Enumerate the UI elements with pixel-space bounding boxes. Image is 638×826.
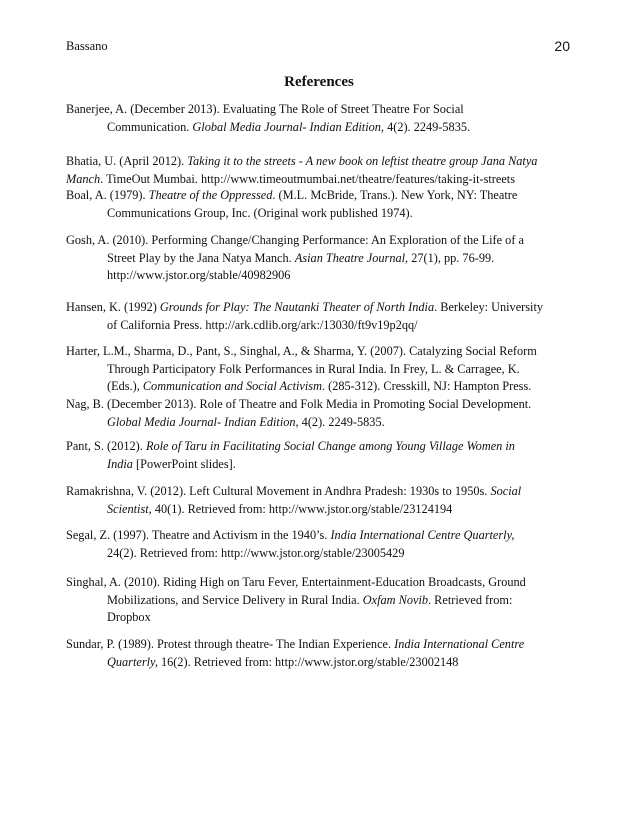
reference-italic-text: Oxfam Novib	[362, 592, 429, 607]
reference-text: Bhatia, U. (April 2012).	[66, 154, 188, 168]
reference-entry	[66, 101, 566, 136]
reference-text: Boal, A. (1979).	[66, 188, 149, 202]
reference-text: . Retrieved from:	[428, 592, 513, 607]
reference-italic-text: Asian Theatre Journal	[294, 250, 406, 265]
running-header-author: Bassano	[66, 39, 108, 53]
reference-text: Communication.	[107, 119, 193, 134]
reference-text: , 4(2). 2249-5835.	[380, 119, 471, 134]
reference-entry	[66, 574, 566, 627]
reference-text: . (M.L. McBride, Trans.). New York, NY: Theatre	[272, 188, 518, 202]
reference-italic-text: India International Centre	[394, 637, 525, 651]
reference-italic-text: Social	[490, 484, 522, 498]
reference-text: Ramakrishna, V. (2012). Left Cultural Movement in Andhra Pradesh: 1930s to 1950s.	[66, 484, 491, 498]
reference-text: . (285-312). Cresskill, NJ: Hampton Press.	[321, 379, 532, 393]
reference-entry	[66, 636, 566, 671]
reference-line	[66, 299, 566, 317]
reference-italic-text: Communication and Social Activism	[142, 379, 322, 393]
reference-line	[66, 317, 566, 335]
reference-text: 40(1). Retrieved from: http://www.jstor.org/stable/23124194	[151, 501, 453, 516]
reference-line	[66, 456, 566, 474]
reference-text: Singhal, A. (2010). Riding High on Taru Fever, Entertainment-Education Broadcasts, Ground	[66, 575, 526, 589]
reference-line	[66, 501, 566, 519]
reference-line	[66, 592, 566, 610]
reference-italic-text: Grounds for Play: The Nautanki Theater of North India	[159, 300, 435, 314]
reference-text: 24(2). Retrieved from: http://www.jstor.org/stable/23005429	[107, 545, 405, 560]
reference-line	[66, 378, 566, 396]
reference-line	[66, 654, 566, 672]
reference-text: Harter, L.M., Sharma, D., Pant, S., Singhal, A., & Sharma, Y. (2007). Catalyzing Social Reform	[66, 344, 537, 358]
reference-line	[66, 187, 566, 205]
reference-line	[66, 527, 566, 545]
reference-italic-text: Scientist,	[107, 501, 152, 516]
reference-line	[66, 343, 566, 361]
reference-line	[66, 609, 566, 627]
reference-line	[66, 119, 566, 137]
reference-italic-text: Manch	[66, 171, 101, 186]
reference-text: Pant, S. (2012).	[66, 439, 146, 453]
reference-italic-text: Taking it to the streets - A new book on leftist theatre group Jana Natya	[187, 154, 538, 168]
reference-italic-text: India International Centre Quarterly,	[330, 528, 515, 542]
references-heading: References	[284, 74, 354, 90]
reference-text: Gosh, A. (2010). Performing Change/Changing Performance: An Exploration of the Life of a	[66, 233, 524, 247]
reference-entry	[66, 187, 566, 222]
reference-text: Banerjee, A. (December 2013). Evaluating The Role of Street Theatre For Social	[66, 102, 464, 116]
reference-text: , 4(2). 2249-5835.	[295, 414, 385, 429]
reference-text: http://www.jstor.org/stable/40982906	[107, 268, 291, 282]
reference-line	[66, 361, 566, 379]
reference-line	[66, 250, 566, 268]
reference-entry	[66, 396, 566, 431]
reference-text: Mobilizations, and Service Delivery in Rural India.	[107, 592, 363, 607]
reference-text: Dropbox	[107, 610, 151, 624]
reference-line	[66, 396, 566, 414]
reference-entry	[66, 527, 566, 562]
reference-entry	[66, 299, 566, 334]
reference-text: . TimeOut Mumbai. http://www.timeoutmumbai.net/theatre/features/taking-it-streets	[100, 171, 515, 186]
reference-entry	[66, 483, 566, 518]
reference-italic-text: Role of Taru in Facilitating Social Change among Young Village Women in	[145, 439, 515, 453]
reference-line	[66, 438, 566, 456]
reference-text: Hansen, K. (1992)	[66, 300, 160, 314]
reference-italic-text: India	[107, 456, 133, 471]
reference-line	[66, 574, 566, 592]
reference-line	[66, 636, 566, 654]
reference-text: [PowerPoint slides].	[132, 456, 236, 471]
reference-entry	[66, 153, 566, 188]
reference-text: Through Participatory Folk Performances in Rural India. In Frey, L. & Carragee, K.	[107, 361, 520, 376]
reference-line	[66, 232, 566, 250]
reference-line	[66, 267, 566, 285]
page-number: 20	[554, 38, 570, 54]
reference-entry	[66, 343, 566, 396]
reference-text: Communications Group, Inc. (Original work published 1974).	[107, 205, 413, 220]
reference-italic-text: Global Media Journal- Indian Edition	[192, 119, 381, 134]
reference-italic-text: Theatre of the Oppressed	[148, 188, 273, 202]
reference-line	[66, 171, 566, 189]
reference-text: , 27(1), pp. 76-99.	[405, 250, 495, 265]
reference-line	[66, 101, 566, 119]
reference-text: of California Press. http://ark.cdlib.org/ark:/13030/ft9v19p2qq/	[107, 317, 418, 332]
reference-italic-text: Global Media Journal- Indian Edition	[107, 414, 296, 429]
reference-text: (Eds.),	[107, 379, 143, 393]
reference-italic-text: Quarterly,	[107, 654, 158, 669]
reference-line	[66, 205, 566, 223]
reference-text: 16(2). Retrieved from: http://www.jstor.org/stable/23002148	[157, 654, 459, 669]
reference-line	[66, 483, 566, 501]
reference-text: . Berkeley: University	[434, 300, 544, 314]
reference-entry	[66, 232, 566, 285]
reference-line	[66, 545, 566, 563]
reference-text: Street Play by the Jana Natya Manch.	[107, 250, 295, 265]
reference-line	[66, 153, 566, 171]
reference-text: Sundar, P. (1989). Protest through theatre- The Indian Experience.	[66, 637, 395, 651]
reference-text: Nag, B. (December 2013). Role of Theatre and Folk Media in Promoting Social Development.	[66, 397, 532, 411]
reference-text: Segal, Z. (1997). Theatre and Activism in the 1940’s.	[66, 528, 331, 542]
reference-line	[66, 414, 566, 432]
reference-entry	[66, 438, 566, 473]
